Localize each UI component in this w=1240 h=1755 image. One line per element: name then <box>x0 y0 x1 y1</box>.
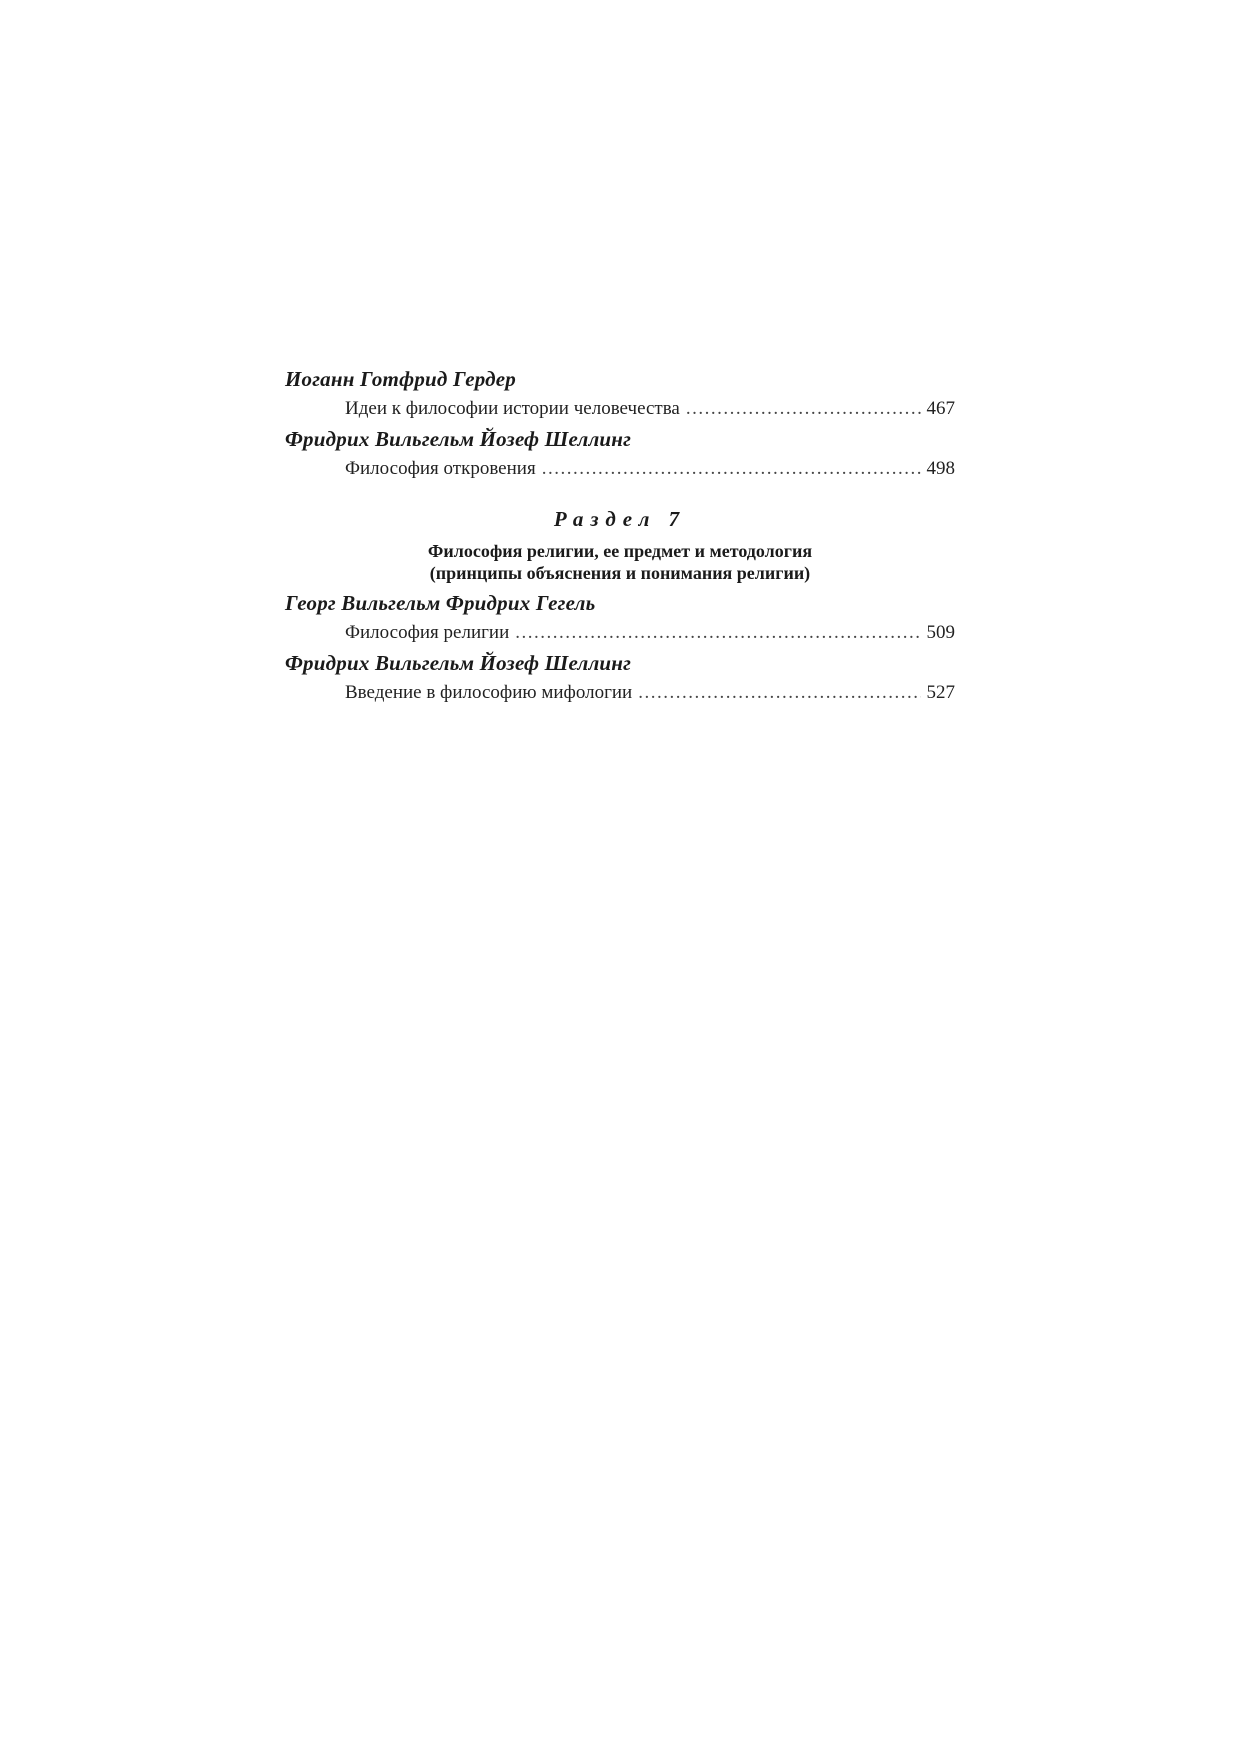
toc-entry[interactable] <box>285 678 955 708</box>
toc-dot-leader <box>542 454 921 484</box>
toc-dot-leader <box>515 618 920 648</box>
section-heading: Раздел 7 <box>553 507 687 531</box>
section-subtitle-line-1: Философия религии, ее предмет и методология <box>427 541 813 561</box>
toc-entry[interactable] <box>285 394 955 424</box>
toc-entry-page-number: 498 <box>926 458 955 479</box>
toc-author-heading: Георг Вильгельм Фридрих Гегель <box>285 591 596 615</box>
toc-entry[interactable] <box>285 454 955 484</box>
section-subtitle-line-2: (принципы объяснения и понимания религии) <box>429 563 811 583</box>
toc-entry-page-number: 527 <box>926 682 955 703</box>
toc-dot-leader <box>686 394 921 424</box>
toc-author-heading: Иоганн Готфрид Гердер <box>285 367 517 391</box>
toc-entry-title: Философия откровения <box>345 458 536 479</box>
toc-author-heading: Фридрих Вильгельм Йозеф Шеллинг <box>285 651 632 675</box>
toc-entry[interactable] <box>285 618 955 648</box>
toc-entry-page-number: 467 <box>926 398 955 419</box>
toc-entry-page-number: 509 <box>926 622 955 643</box>
toc-entry-title: Введение в философию мифологии <box>345 682 633 703</box>
toc-entry-title: Философия религии <box>345 622 510 643</box>
toc-author-heading: Фридрих Вильгельм Йозеф Шеллинг <box>285 427 632 451</box>
toc-entry-title: Идеи к философии истории человечества <box>345 398 680 419</box>
table-of-contents <box>285 364 955 708</box>
toc-dot-leader <box>638 678 920 708</box>
